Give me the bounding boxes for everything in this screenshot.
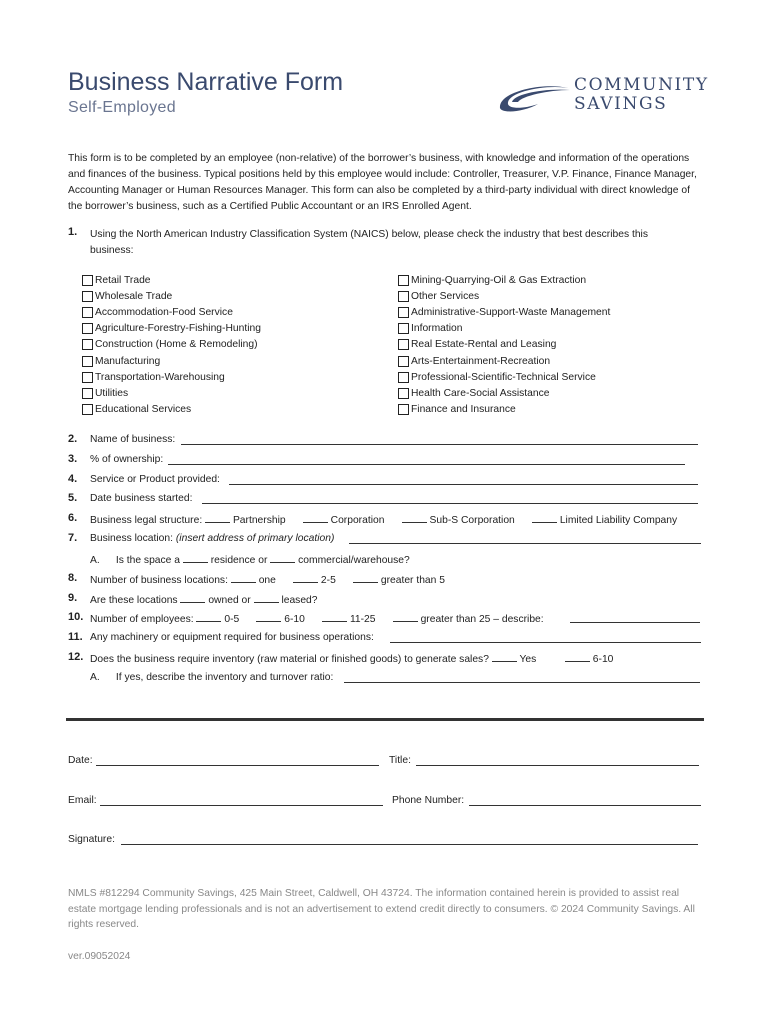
question-text: Using the North American Industry Classification System (NAICS) below, please check the industry that best describes this business: [90, 229, 648, 256]
naics-option-label: Professional-Scientific-Technical Service [411, 371, 596, 383]
question-number: 8. [68, 572, 78, 584]
naics-option-label: Utilities [95, 387, 129, 399]
community-savings-logo [494, 74, 709, 118]
question-number: 7. [68, 532, 78, 544]
option-label: one [258, 575, 276, 586]
naics-option[interactable] [82, 337, 261, 353]
commercial-blank[interactable] [270, 553, 295, 563]
date-label: Date: [68, 755, 93, 766]
leased-blank[interactable] [254, 593, 279, 603]
option-label: residence or [210, 555, 268, 566]
question-label: Are these locations [90, 595, 178, 606]
signature-field[interactable] [121, 844, 698, 845]
question-number: 10. [68, 611, 84, 623]
ownership-field[interactable] [168, 464, 685, 465]
question-number: 12. [68, 651, 84, 663]
question-number: 6. [68, 512, 78, 524]
option-label: 2-5 [320, 575, 336, 586]
naics-option[interactable] [82, 288, 261, 304]
option-label: 6-10 [592, 654, 614, 665]
question-7a [90, 553, 410, 566]
question-number: 1. [68, 226, 78, 238]
naics-option-label: Administrative-Support-Waste Management [411, 306, 611, 318]
emp-0-5-blank[interactable] [196, 612, 221, 622]
intro-text [68, 151, 700, 215]
checkbox[interactable] [82, 323, 93, 334]
page-title: Business Narrative Form [68, 68, 344, 96]
phone-field[interactable] [469, 805, 701, 806]
option-label: leased? [281, 595, 318, 606]
section-divider [66, 718, 704, 721]
date-field[interactable] [96, 765, 379, 766]
question-number: 2. [68, 433, 78, 445]
title-label: Title: [389, 755, 411, 766]
intro-paragraph: This form is to be completed by an employee (non-relative) of the borrower’s business, with knowledge and information of the operations and finances of the business. Typical positions held by this employee would include: Controller, Treasurer, V.P. Finance, Finance Manager, Accounting Manager or Human Resources Manager. This form can also be completed by a third-party individual with direct knowledge of the borrower’s business, such as a Certified Public Accountant or an IRS Enrolled Agent. [68, 153, 697, 212]
naics-option-label: Arts-Entertainment-Recreation [411, 355, 551, 367]
residence-blank[interactable] [183, 553, 208, 563]
naics-option-label: Educational Services [95, 404, 192, 416]
question-12a [90, 672, 333, 683]
footer-disclaimer: NMLS #812294 Community Savings, 425 Main Street, Caldwell, OH 43724. The information contained herein is provided to assist real estate mortgage lending professionals and is not an advertisement to extend credit directly to consumers. © 2024 Community Savings. All rights reserved. [68, 888, 695, 930]
corporation-blank[interactable] [303, 513, 328, 523]
date-started-field[interactable] [202, 503, 698, 504]
emp-11-25-blank[interactable] [322, 612, 347, 622]
checkbox[interactable] [398, 372, 409, 383]
question-number: 5. [68, 492, 78, 504]
naics-option-label: Construction (Home & Remodeling) [95, 339, 258, 351]
question-line [90, 612, 544, 625]
question-label: Service or Product provided: [90, 474, 220, 485]
naics-option[interactable] [82, 321, 261, 337]
checkbox[interactable] [82, 388, 93, 399]
naics-option[interactable] [398, 288, 610, 304]
sub-s-blank[interactable] [402, 513, 427, 523]
question-label: Any machinery or equipment required for business operations: [90, 632, 374, 643]
question-line [90, 593, 318, 606]
question-line [90, 513, 677, 526]
logo-line-2: SAVINGS [574, 94, 668, 114]
inventory-yes-blank[interactable] [492, 652, 517, 662]
naics-option[interactable] [398, 272, 610, 288]
naics-option[interactable] [82, 272, 261, 288]
partnership-blank[interactable] [205, 513, 230, 523]
option-label: 6-10 [284, 614, 305, 625]
question-label: % of ownership: [90, 454, 164, 465]
checkbox[interactable] [82, 404, 93, 415]
naics-option[interactable] [82, 385, 261, 401]
naics-option[interactable] [82, 402, 261, 418]
machinery-field[interactable] [390, 642, 701, 643]
emp-25-plus-blank[interactable] [393, 612, 418, 622]
service-product-field[interactable] [229, 484, 698, 485]
checkbox[interactable] [398, 275, 409, 286]
naics-option-label: Mining-Quarrying-Oil & Gas Extraction [411, 274, 587, 286]
inventory-describe-field[interactable] [344, 682, 700, 683]
checkbox[interactable] [398, 388, 409, 399]
naics-option[interactable] [82, 353, 261, 369]
naics-option-label: Health Care-Social Assistance [411, 387, 550, 399]
option-label: commercial/warehouse? [298, 555, 410, 566]
question-number: 9. [68, 592, 78, 604]
naics-option-label: Agriculture-Forestry-Fishing-Hunting [95, 323, 261, 335]
sub-label: A. [90, 555, 100, 566]
naics-option-label: Transportation-Warehousing [95, 371, 225, 383]
question-label: Does the business require inventory (raw material or finished goods) to generate sales? [90, 654, 489, 665]
naics-option-label: Information [411, 323, 463, 335]
logo-wordmark [574, 76, 709, 114]
naics-option[interactable] [398, 385, 610, 401]
checkbox[interactable] [398, 356, 409, 367]
naics-left-column [82, 272, 261, 418]
naics-option[interactable] [398, 402, 610, 418]
inventory-second-blank[interactable] [565, 652, 590, 662]
signature-label: Signature: [68, 834, 115, 845]
naics-option-label: Other Services [411, 290, 480, 302]
llc-blank[interactable] [532, 513, 557, 523]
option-label: Yes [519, 654, 537, 665]
option-label: 11-25 [349, 614, 376, 625]
owned-blank[interactable] [180, 593, 205, 603]
business-location-field[interactable] [349, 543, 701, 544]
option-label: 0-5 [224, 614, 240, 625]
greater-five-blank[interactable] [353, 573, 378, 583]
option-label: owned or [208, 595, 251, 606]
checkbox[interactable] [398, 291, 409, 302]
checkbox[interactable] [398, 307, 409, 318]
option-label: greater than 25 – describe: [420, 614, 544, 625]
naics-option-label: Wholesale Trade [95, 290, 173, 302]
checkbox[interactable] [82, 307, 93, 318]
question-number: 11. [68, 631, 83, 643]
naics-option-label: Manufacturing [95, 355, 161, 367]
employees-describe-field[interactable] [570, 622, 700, 623]
checkbox[interactable] [82, 291, 93, 302]
naics-option-label: Accommodation-Food Service [95, 306, 233, 318]
option-label: Partnership [232, 515, 286, 526]
swoosh-icon [494, 78, 574, 118]
naics-option-label: Retail Trade [95, 274, 151, 286]
naics-option[interactable] [398, 337, 610, 353]
sub-text: If yes, describe the inventory and turnover ratio: [115, 672, 334, 683]
question-hint: (insert address of primary location) [175, 533, 335, 544]
sub-label: A. [90, 672, 100, 683]
checkbox[interactable] [82, 339, 93, 350]
sub-text: Is the space a [115, 555, 180, 566]
question-line [90, 533, 334, 544]
naics-option[interactable] [398, 304, 610, 320]
option-label: Limited Liability Company [559, 515, 678, 526]
question-label: Business legal structure: [90, 515, 203, 526]
naics-option[interactable] [398, 369, 610, 385]
email-field[interactable] [100, 805, 383, 806]
question-label: Business location: [90, 533, 173, 544]
emp-6-10-blank[interactable] [256, 612, 281, 622]
naics-option-label: Finance and Insurance [411, 404, 516, 416]
checkbox[interactable] [398, 323, 409, 334]
question-label: Number of business locations: [90, 575, 228, 586]
checkbox[interactable] [398, 404, 409, 415]
question-line [90, 573, 445, 586]
question-line [90, 652, 613, 665]
logo-line-1: COMMUNITY [574, 75, 709, 95]
checkbox[interactable] [398, 339, 409, 350]
version-label: ver.09052024 [68, 951, 131, 962]
naics-option[interactable] [82, 369, 261, 385]
naics-right-column [398, 272, 610, 418]
business-name-field[interactable] [181, 444, 698, 445]
naics-option[interactable] [398, 321, 610, 337]
question-label: Name of business: [90, 434, 176, 445]
one-location-blank[interactable] [231, 573, 256, 583]
checkbox[interactable] [82, 356, 93, 367]
question-number: 3. [68, 453, 78, 465]
option-label: Sub-S Corporation [429, 515, 515, 526]
two-five-blank[interactable] [293, 573, 318, 583]
option-label: greater than 5 [380, 575, 445, 586]
naics-option-label: Real Estate-Rental and Leasing [411, 339, 557, 351]
question-number: 4. [68, 473, 78, 485]
naics-option[interactable] [398, 353, 610, 369]
email-label: Email: [68, 795, 97, 806]
question-label: Date business started: [90, 493, 193, 504]
title-field[interactable] [416, 765, 699, 766]
checkbox[interactable] [82, 275, 93, 286]
naics-option[interactable] [82, 304, 261, 320]
phone-label: Phone Number: [392, 795, 465, 806]
question-label: Number of employees: [90, 614, 194, 625]
page-subtitle: Self-Employed [68, 99, 176, 116]
checkbox[interactable] [82, 372, 93, 383]
option-label: Corporation [330, 515, 385, 526]
